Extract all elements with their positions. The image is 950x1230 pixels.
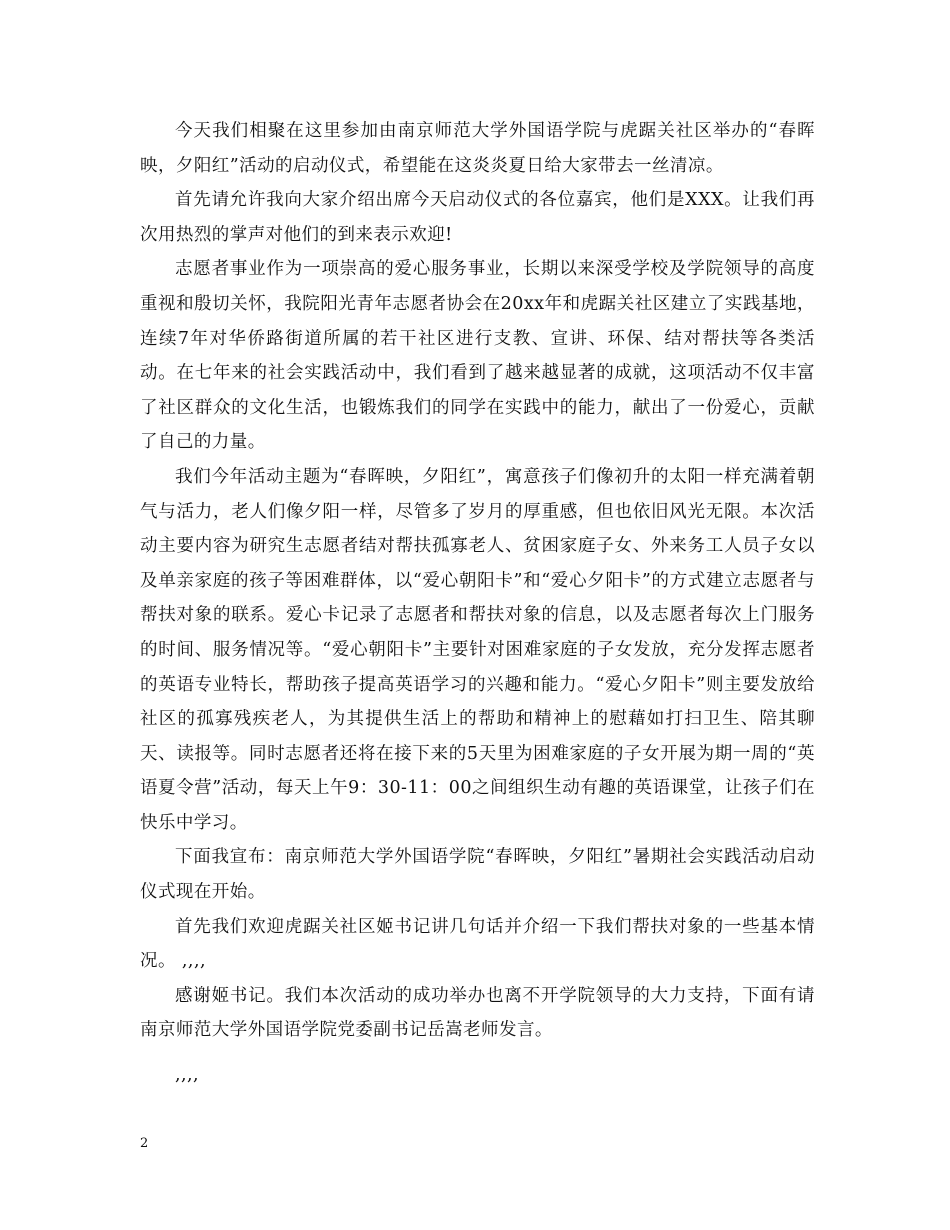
paragraph-volunteer-history: 志愿者事业作为一项崇高的爱心服务事业，长期以来深受学校及学院领导的高度重视和殷切关怀，我院阳光青年志愿者协会在20xx年和虎踞关社区建立了实践基地，连续7年对华侨路街道所属的若干社区进行支教、宣讲、环保、结对帮扶等各类活动。在七年来的社会实践活动中，我们看到了越来越显著的成就，这项活动不仅丰富了社区群众的文化生活，也锻炼我们的同学在实践中的能力，献出了一份爱心，贡献了自己的力量。 <box>140 259 815 453</box>
paragraph-secretary-ji: 首先我们欢迎虎踞关社区姬书记讲几句话并介绍一下我们帮扶对象的一些基本情况。 ,,,, <box>140 916 815 972</box>
page-number: 2 <box>140 1136 149 1151</box>
paragraph-announcement: 下面我宣布：南京师范大学外国语学院“春晖映，夕阳红”暑期社会实践活动启动仪式现在开始。 <box>140 847 815 903</box>
paragraph-thanks: 感谢姬书记。我们本次活动的成功举办也离不开学院领导的大力支持，下面有请南京师范大学外国语学院党委副书记岳嵩老师发言。 <box>140 985 815 1041</box>
paragraph-opening: 今天我们相聚在这里参加由南京师范大学外国语学院与虎踞关社区举办的“春晖映，夕阳红”活动的启动仪式，希望能在这炎炎夏日给大家带去一丝清凉。 <box>140 121 815 176</box>
paragraph-activity-theme: 我们今年活动主题为“春晖映，夕阳红”，寓意孩子们像初升的太阳一样充满着朝气与活力，老人们像夕阳一样，尽管多了岁月的厚重感，但也依旧风光无限。本次活动主要内容为研究生志愿者结对帮扶孤寡老人、贫困家庭子女、外来务工人员子女以及单亲家庭的孩子等困难群体，以“爱心朝阳卡”和“爱心夕阳卡”的方式建立志愿者与帮扶对象的联系。爱心卡记录了志愿者和帮扶对象的信息，以及志愿者每次上门服务的时间、服务情况等。“爱心朝阳卡”主要针对困难家庭的子女发放，充分发挥志愿者的英语专业特长，帮助孩子提高英语学习的兴趣和能力。“爱心夕阳卡”则主要发放给社区的孤寡残疾老人，为其提供生活上的帮助和精神上的慰藉如打扫卫生、陪其聊天、读报等。同时志愿者还将在接下来的5天里为困难家庭的子女开展为期一周的“英语夏令营”活动，每天上午9：30-11：00之间组织生动有趣的英语课堂，让孩子们在快乐中学习。 <box>140 466 815 833</box>
paragraph-guests: 首先请允许我向大家介绍出席今天启动仪式的各位嘉宾，他们是XXX。让我们再次用热烈的掌声对他们的到来表示欢迎! <box>140 190 815 245</box>
paragraph-ellipsis: ,,,, <box>175 1065 200 1086</box>
body-text <box>140 114 815 1093</box>
